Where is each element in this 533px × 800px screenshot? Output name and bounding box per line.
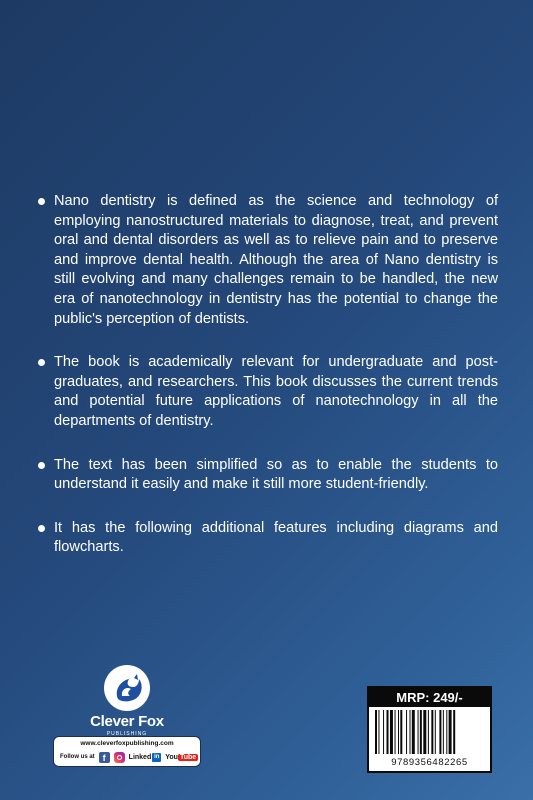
bullet-icon <box>38 462 45 469</box>
bullet-icon <box>38 359 45 366</box>
isbn-number: 9789356482265 <box>391 757 468 768</box>
linkedin-box-icon: in <box>154 753 160 760</box>
bullet-icon <box>38 198 45 205</box>
blurb-point: It has the following additional features including diagrams and flowcharts. <box>38 519 498 558</box>
back-cover-blurb <box>38 192 498 582</box>
publisher-website[interactable]: www.cleverfoxpublishing.com <box>80 740 174 747</box>
bullet-icon <box>38 525 45 532</box>
blurb-point: The text has been simplified so as to enable the students to understand it easily and make it still more student-friendly. <box>38 456 498 495</box>
instagram-icon[interactable] <box>114 752 125 763</box>
social-links <box>60 751 198 763</box>
fox-logo-icon <box>104 665 150 711</box>
price-barcode-block <box>367 686 492 773</box>
youtube-icon[interactable]: You Tube <box>165 753 197 761</box>
blurb-point: The book is academically relevant for undergraduate and post-graduates, and researchers. This book discusses the current trends and potential future applications of nanotechnology in all the departments of dentistry. <box>38 353 498 431</box>
publisher-name: Clever Fox <box>90 713 164 730</box>
linkedin-icon[interactable]: Linked <box>128 753 152 761</box>
publisher-tagline: PUBLISHING <box>106 731 148 737</box>
mrp-label: MRP: 249/- <box>369 688 490 707</box>
social-card <box>54 737 200 766</box>
facebook-icon[interactable]: f <box>99 752 110 763</box>
follow-label: Follow us at <box>60 754 95 760</box>
barcode-icon <box>373 710 486 754</box>
blurb-point: Nano dentistry is defined as the science and technology of employing nanostructured materials to diagnose, treat, and prevent oral and dental disorders as well as to relieve pain and to preserve and improve dental health. Although the area of Nano dentistry is still evolving and many challenges remain to be handled, the new era of nanotechnology in dentistry has the potential to change the public's perception of dentists. <box>38 192 498 329</box>
